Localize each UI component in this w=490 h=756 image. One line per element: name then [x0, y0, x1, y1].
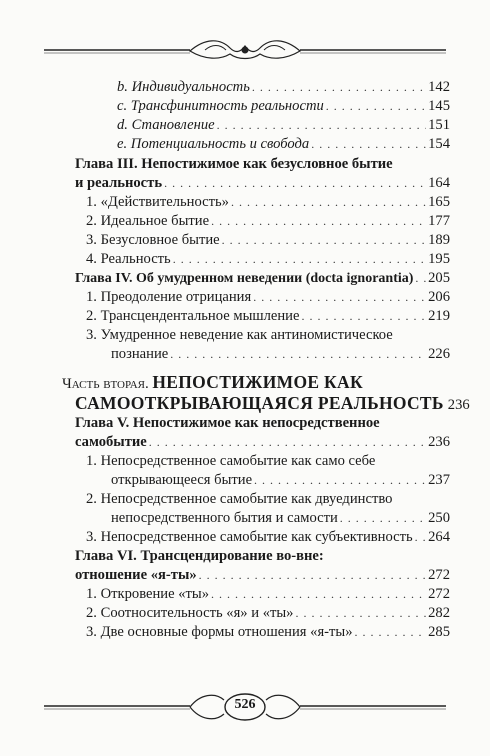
toc-page-number: 282	[428, 605, 450, 621]
toc-entry-title: 1. Непосредственное самобытие как само себе	[86, 453, 376, 469]
toc-entry-title: 1. «Действительность»	[86, 194, 229, 210]
part-title-cont: САМООТКРЫВАЮЩАЯСЯ РЕАЛЬНОСТЬ	[75, 393, 444, 413]
toc-entry	[86, 231, 450, 249]
leader-dots	[222, 231, 426, 249]
toc-entry-title: открывающееся бытие	[111, 472, 253, 488]
toc-entry-title: c. Трансфинитность реальности	[117, 98, 324, 114]
leader-dots	[326, 97, 426, 115]
toc-entry-title: непосредственного бытия и самости	[111, 510, 338, 526]
chapter-heading: Глава IV. Об умудренном неведении (docta ignorantia)	[75, 271, 414, 286]
toc-entry-title: 2. Трансцендентальное мышление	[86, 308, 300, 324]
toc-page-number: 272	[428, 567, 450, 583]
toc-entry	[75, 269, 450, 288]
leader-dots	[199, 566, 426, 584]
toc-entry	[117, 135, 450, 153]
toc-entry-title: 2. Соотносительность «я» и «ты»	[86, 605, 294, 621]
leader-dots	[340, 509, 426, 527]
toc-entry-title: 3. Непосредственное самобытие как субъективность	[86, 529, 413, 545]
toc-page-number: 195	[428, 251, 450, 267]
toc-entry-title: e. Потенциальность и свобода	[117, 136, 310, 152]
toc-entry	[111, 471, 450, 489]
toc-entry	[86, 307, 450, 325]
toc-page-number: 285	[428, 624, 450, 640]
toc-entry-title: 3. Безусловное бытие	[86, 232, 220, 248]
part-label: Часть вторая.	[62, 376, 149, 392]
toc-entry	[86, 250, 450, 268]
leader-dots	[164, 174, 426, 192]
toc-entry	[75, 433, 450, 451]
toc-entry	[86, 623, 450, 641]
toc-entry	[117, 116, 450, 134]
toc-page-number: 189	[428, 232, 450, 248]
toc-entry-title: 4. Реальность	[86, 251, 171, 267]
toc-entry-title: самобытие	[75, 434, 147, 450]
chapter-heading: Глава V. Непостижимое как непосредственное	[75, 415, 380, 431]
toc-entry	[75, 566, 450, 584]
leader-dots	[211, 212, 426, 230]
toc-entry-title: 3. Умудренное неведение как антиномистическое	[86, 327, 393, 343]
toc-entry	[86, 288, 450, 306]
toc-entry-title: познание	[111, 346, 169, 362]
toc-entry	[86, 212, 450, 230]
leader-dots	[355, 623, 427, 641]
leader-dots	[415, 269, 426, 287]
leader-dots	[149, 433, 426, 451]
part-heading	[62, 373, 363, 393]
toc-entry	[117, 97, 450, 115]
toc-entry	[117, 78, 450, 96]
toc-entry-title: 3. Две основные формы отношения «я-ты»	[86, 624, 353, 640]
toc-entry-title: 1. Преодоление отрицания	[86, 289, 252, 305]
leader-dots	[173, 250, 426, 268]
leader-dots	[301, 307, 426, 325]
toc-entry-title: d. Становление	[117, 117, 215, 133]
toc-entry-title: 2. Непосредственное самобытие как двуединство	[86, 491, 393, 507]
toc-page-number: 145	[428, 98, 450, 114]
toc-page-number: 177	[428, 213, 450, 229]
leader-dots	[217, 116, 426, 134]
leader-dots	[295, 604, 426, 622]
leader-dots	[311, 135, 426, 153]
toc-entry-title: 1. Откровение «ты»	[86, 586, 209, 602]
toc-page-number: 272	[428, 586, 450, 602]
toc-entry	[111, 509, 450, 527]
leader-dots	[231, 193, 426, 211]
toc-entry	[75, 393, 470, 414]
toc-entry	[75, 174, 450, 192]
toc-page-number: 264	[428, 529, 450, 545]
chapter-heading: Глава VI. Трансцендирование во-вне:	[75, 548, 324, 564]
toc-entry-title: 2. Идеальное бытие	[86, 213, 210, 229]
toc-entry	[86, 193, 450, 211]
toc-page-number: 165	[428, 194, 450, 210]
leader-dots	[252, 78, 426, 96]
leader-dots	[253, 288, 426, 306]
toc-entry	[111, 345, 450, 363]
toc-page-number: 154	[428, 136, 450, 152]
toc-page-number: 236	[447, 397, 470, 413]
toc-page-number: 236	[428, 434, 450, 450]
leader-dots	[211, 585, 426, 603]
part-title: НЕПОСТИЖИМОЕ КАК	[152, 372, 363, 392]
toc-entry-title: и реальность	[75, 175, 163, 191]
toc-entry-title: отношение «я-ты»	[75, 567, 197, 583]
toc-page-number: 205	[428, 270, 450, 286]
toc-entry	[86, 604, 450, 622]
toc-page-number: 250	[428, 510, 450, 526]
toc-entry-title: b. Индивидуальность	[117, 79, 250, 95]
toc-page-number: 151	[428, 117, 450, 133]
toc-page-number: 226	[428, 346, 450, 362]
toc-page-number: 142	[428, 79, 450, 95]
toc-entry	[86, 528, 450, 546]
toc-page-number: 206	[428, 289, 450, 305]
leader-dots	[254, 471, 426, 489]
toc-page-number: 164	[428, 175, 450, 191]
page-number: 526	[234, 697, 256, 712]
toc-page-number: 237	[428, 472, 450, 488]
toc-page-number: 219	[428, 308, 450, 324]
toc-entry	[86, 585, 450, 603]
chapter-heading: Глава III. Непостижимое как безусловное бытие	[75, 156, 393, 172]
leader-dots	[415, 528, 426, 546]
leader-dots	[170, 345, 426, 363]
